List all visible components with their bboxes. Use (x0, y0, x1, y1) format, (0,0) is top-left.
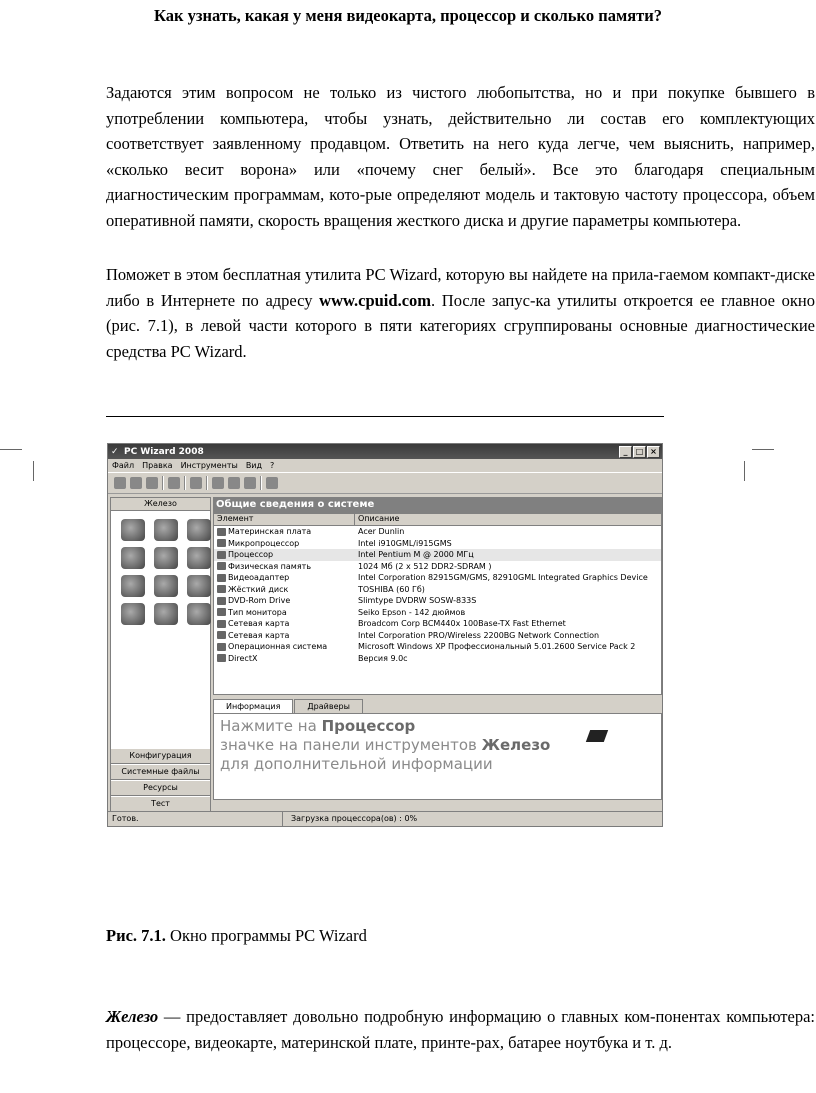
drive-icon[interactable] (154, 575, 178, 597)
sound-icon[interactable] (187, 575, 211, 597)
motherboard-icon[interactable] (121, 519, 145, 541)
row-element-label: Микропроцессор (228, 538, 300, 548)
figure-caption (106, 926, 367, 946)
row-element-label: DirectX (228, 653, 258, 663)
table-row[interactable] (214, 607, 661, 619)
chip-icon[interactable] (228, 477, 240, 489)
row-element (214, 585, 354, 594)
component-icon (217, 597, 226, 605)
menu-edit[interactable]: Правка (142, 461, 173, 470)
row-element (214, 642, 354, 651)
ports-icon[interactable] (154, 603, 178, 625)
crop-mark-left (0, 449, 22, 450)
row-element (214, 596, 354, 605)
table-row[interactable] (214, 641, 661, 653)
row-element-label: Материнская плата (228, 527, 312, 537)
copy-icon[interactable] (146, 477, 158, 489)
row-element (214, 550, 354, 559)
menu-help[interactable]: ? (270, 461, 275, 470)
toolbar-separator (206, 476, 208, 490)
row-element-label: Жёсткий диск (228, 584, 289, 594)
system-info-table (213, 513, 662, 695)
row-element-label: Процессор (228, 550, 274, 560)
row-element (214, 527, 354, 536)
network-icon[interactable] (121, 603, 145, 625)
row-element-label: Видеоадаптер (228, 573, 290, 583)
row-description: Intel i910GML/i915GMS (358, 538, 452, 548)
toolbar-separator (260, 476, 262, 490)
minimize-button[interactable]: _ (619, 446, 632, 458)
column-header-description[interactable]: Описание (358, 514, 400, 523)
paragraph-hardware (106, 1004, 815, 1055)
row-element (214, 619, 354, 628)
table-row[interactable] (214, 653, 661, 665)
row-element (214, 539, 354, 548)
hardware-term: Железо (106, 1007, 159, 1026)
component-icon (217, 608, 226, 616)
caption-text: Окно программы PC Wizard (165, 926, 367, 945)
home-icon[interactable] (266, 477, 278, 489)
category-configuration[interactable]: Конфигурация (111, 748, 210, 764)
row-description: Slimtype DVDRW SOSW-833S (358, 596, 477, 606)
table-row[interactable] (214, 526, 661, 538)
row-element (214, 654, 354, 663)
info-line1-b: Процессор (321, 717, 416, 735)
separator-line (106, 416, 664, 417)
table-row[interactable] (214, 572, 661, 584)
caption-label: Рис. 7.1. (106, 926, 166, 945)
hardware-description: — предоставляет довольно подробную информацию о главных ком-понентах компьютера: процессоре, видеокарте, материнской плате, принте-рах, батарее ноутбука и т. д. (106, 1007, 815, 1052)
component-icon (217, 551, 226, 559)
video-icon[interactable] (187, 547, 211, 569)
app-icon: ✓ (111, 446, 119, 457)
bus-icon[interactable] (154, 547, 178, 569)
menu-tools[interactable]: Инструменты (180, 461, 238, 470)
row-element (214, 608, 354, 617)
crop-mark-right-vertical (744, 461, 745, 481)
paragraph-utility (106, 262, 815, 364)
tab-information[interactable]: Информация (213, 699, 293, 713)
toolbar (108, 472, 662, 494)
status-ready: Готов. (108, 812, 283, 826)
hardware-icon[interactable] (212, 477, 224, 489)
status-bar (108, 811, 662, 826)
row-element-label: DVD-Rom Drive (228, 596, 291, 606)
info-line3: для дополнительной информации (220, 755, 493, 773)
info-tabs (213, 698, 662, 713)
page-title: Как узнать, какая у меня видеокарта, процессор и сколько памяти? (154, 6, 662, 25)
component-icon (217, 528, 226, 536)
window-titlebar (108, 444, 662, 459)
component-icon (217, 562, 226, 570)
paragraph-utility-before: Поможет в этом бесплатная утилита PC Wizard, которую вы найдете на прила-гаемом компакт-диске либо в Интернете по адресу (106, 265, 815, 310)
menu-bar (108, 459, 662, 472)
memory-icon[interactable] (121, 547, 145, 569)
row-element-label: Сетевая карта (228, 619, 290, 629)
row-description: Intel Corporation PRO/Wireless 2200BG Network Connection (358, 630, 600, 640)
category-resources[interactable]: Ресурсы (111, 780, 210, 796)
component-icon (217, 631, 226, 639)
table-row[interactable] (214, 538, 661, 550)
component-icon (217, 574, 226, 582)
row-description: Seiko Epson - 142 дюймов (358, 607, 466, 617)
category-test[interactable]: Тест (111, 796, 210, 812)
info-hint (213, 713, 662, 800)
table-row[interactable] (214, 630, 661, 642)
category-panel (110, 497, 211, 813)
pcwizard-window (107, 443, 663, 827)
row-description: Версия 9.0c (358, 653, 408, 663)
row-description: TOSHIBA (60 Гб) (358, 584, 425, 594)
printer-icon[interactable] (121, 575, 145, 597)
info-line2-b: Железо (481, 736, 551, 754)
processor-chip-icon[interactable] (187, 519, 211, 541)
row-description: Intel Corporation 82915GM/GMS, 82910GML Integrated Graphics Device (358, 573, 648, 583)
details-panel (213, 497, 662, 811)
toolbar-separator (162, 476, 164, 490)
close-button[interactable]: × (647, 446, 660, 458)
category-hardware-header[interactable]: Железо (111, 498, 210, 511)
table-row[interactable] (214, 618, 661, 630)
table-row[interactable] (214, 549, 661, 561)
row-element-label: Физическая память (228, 561, 312, 571)
tab-drivers[interactable]: Драйверы (294, 699, 362, 713)
paragraph-utility-after: . После запус-ка утилиты откроется ее главное окно (рис. 7.1), в левой части которого в пяти категориях сгруппированы основные диагностические средства PC Wizard. (106, 290, 815, 361)
toolbar-separator (184, 476, 186, 490)
component-icon (217, 620, 226, 628)
row-description: 1024 Мб (2 x 512 DDR2-SDRAM ) (358, 561, 492, 571)
info-line2-a: значке на панели инструментов (220, 736, 482, 754)
row-description: Broadcom Corp BCM440x 100Base-TX Fast Ethernet (358, 619, 566, 629)
print-icon[interactable] (130, 477, 142, 489)
row-description: Intel Pentium M @ 2000 МГц (358, 550, 474, 560)
row-element (214, 631, 354, 640)
search-icon[interactable] (190, 477, 202, 489)
menu-view[interactable]: Вид (245, 461, 263, 470)
info-line1-a: Нажмите на (220, 717, 322, 735)
component-icon (217, 654, 226, 662)
paragraph-intro: Задаются этим вопросом не только из чистого любопытства, но и при покупке бывшего в употреблении компьютера, чтобы узнать, действительно ли состав его комплектующих соответствует заявленному продавцом. Ответить на него куда легче, чем выяснить, например, «сколько весит ворона» или «почему снег белый». Все это благодаря специальным диагностическим программам, кото-рые определяют модель и тактовую частоту процессора, объем оперативной памяти, скорость вращения жесткого диска и другие параметры компьютера. (106, 83, 815, 230)
row-description: Microsoft Windows XP Профессиональный 5.01.2600 Service Pack 2 (358, 642, 636, 652)
row-element-label: Тип монитора (228, 607, 287, 617)
status-cpu-load: Загрузка процессора(ов) : 0% (291, 814, 418, 823)
table-row[interactable] (214, 561, 661, 573)
component-icon (217, 643, 226, 651)
save-icon[interactable] (114, 477, 126, 489)
row-description: Acer Dunlin (358, 527, 405, 537)
window-title: PC Wizard 2008 (124, 446, 204, 457)
row-element-label: Сетевая карта (228, 630, 290, 640)
maximize-button[interactable]: □ (633, 446, 646, 458)
row-element (214, 573, 354, 582)
report-icon[interactable] (168, 477, 180, 489)
crop-mark-right (752, 449, 774, 450)
menu-file[interactable]: Файл (112, 461, 135, 470)
directx-icon[interactable] (187, 603, 211, 625)
row-element (214, 562, 354, 571)
table-row[interactable] (214, 595, 661, 607)
category-system-files[interactable]: Системные файлы (111, 764, 210, 780)
component-icon (217, 539, 226, 547)
row-element-label: Операционная система (228, 642, 328, 652)
column-header-element[interactable]: Элемент (214, 514, 355, 525)
panel-title: Общие сведения о системе (213, 497, 662, 513)
crop-mark-left-vertical (33, 461, 34, 481)
info-icon[interactable] (244, 477, 256, 489)
table-row[interactable] (214, 584, 661, 596)
cpu-icon[interactable] (154, 519, 178, 541)
component-icon (217, 585, 226, 593)
cpuid-link[interactable]: www.cpuid.com (319, 290, 432, 310)
